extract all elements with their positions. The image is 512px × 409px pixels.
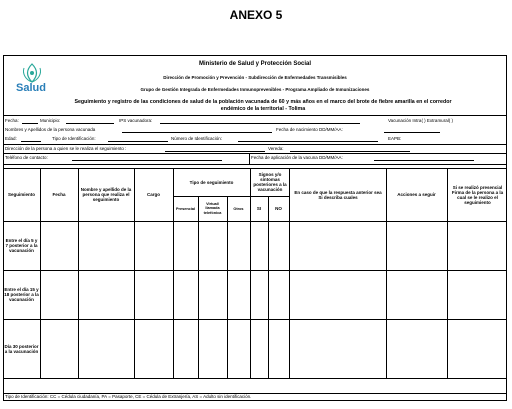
header-firma: Si se realizó presencial Firma de la persona a la cual se le realizo el seguimiento — [451, 184, 504, 205]
edad-label: Edad: — [5, 136, 17, 141]
numero-identificacion-label: Número de Identificación: — [171, 136, 223, 141]
header-virtual: Virtual/ llamada telefónica — [203, 201, 222, 215]
header-seguimiento: Seguimiento — [7, 192, 35, 197]
municipio-label: Municipio: — [40, 118, 61, 123]
direction-name: Dirección de Promoción y Prevención - Subdirección de Enfermedades Transmisibles — [163, 75, 347, 80]
form-title-line2: endémico de la territorial - Tolima — [220, 106, 306, 112]
direccion-field[interactable] — [165, 151, 265, 152]
fecha-nacimiento-label: Fecha de nacimiento DD/MM/AA: — [276, 127, 343, 132]
header-cargo: Cargo — [146, 192, 160, 197]
form-title-line1: Seguimiento y registro de las condiciones de salud de la población vacunada de 60 y más años en el marco del brote de fiebre amarilla en el corredor — [74, 99, 452, 105]
numero-identificacion-field[interactable] — [238, 141, 378, 142]
ips-field[interactable] — [160, 123, 360, 124]
fecha-aplicacion-field[interactable] — [374, 160, 474, 161]
header-otros: Otros — [233, 206, 244, 211]
telefono-label: Teléfono de contacto: — [5, 155, 48, 160]
row-label-day30: Día 30 posterior a la vacunación — [4, 343, 39, 354]
header-caso: En caso de que la respuesta anterior sea Si describa cuales — [294, 189, 382, 200]
header-si: SI — [256, 206, 262, 211]
header-acciones: Acciones a seguir — [397, 192, 436, 197]
header-presencial: Presencial — [176, 206, 195, 211]
edad-field[interactable] — [21, 141, 41, 142]
ips-label: IPS vacunadora: — [119, 118, 153, 123]
ministry-name: Ministerio de Salud y Protección Social — [198, 61, 312, 67]
salud-logo — [12, 62, 52, 96]
eapb-label: EAPB: — [388, 136, 402, 141]
group-name: Grupo de Gestión Integrada de Enfermedades Inmunoprevenibles - Programa Ampliado de Inmunizaciones — [140, 87, 370, 92]
header-nombre: Nombre y apellido de la persona que realiza el seguimiento — [80, 187, 132, 202]
tipo-identificacion-label: Tipo de Identificación: — [52, 136, 96, 141]
vereda-field[interactable] — [290, 151, 410, 152]
municipio-field[interactable] — [66, 123, 114, 124]
direccion-label: Dirección de la persona a quien se le realiza el seguimiento : — [5, 146, 127, 151]
telefono-field[interactable] — [72, 160, 222, 161]
fecha-nacimiento-field[interactable] — [384, 132, 440, 133]
fecha-field[interactable] — [22, 123, 38, 124]
vacunacion-label: Vacunación Intra( ) Extramural( ) — [388, 118, 453, 123]
nombres-field[interactable] — [122, 132, 272, 133]
nombres-label: Nombres y Apellidos de la persona vacunada — [5, 127, 96, 132]
row-label-day5-7: Entre el día 5 y 7 posterior a la vacunación — [5, 238, 38, 253]
annex-title: ANEXO 5 — [229, 8, 283, 22]
header-tipo-seguimiento: Tipo de seguimiento — [189, 179, 234, 185]
tipo-identificacion-field[interactable] — [108, 141, 168, 142]
footer-note: Tipo de Identificación: CC = Cédula ciudadanía, PA = Pasaporte, CE = Cédula de Extranjería, AS = Adulto sin identificación. — [5, 394, 252, 399]
vereda-label: Vereda: — [268, 146, 284, 151]
header-no: NO — [275, 206, 282, 211]
header-signos: Signos y/o síntomas posteriores a la vacunación — [253, 172, 287, 192]
fecha-label: Fecha: — [5, 118, 19, 123]
row-label-day15-18: Entre el día 15 y 18 posterior a la vacunación — [4, 287, 39, 302]
header-fecha: Fecha — [52, 192, 66, 197]
fecha-aplicacion-label: Fecha de aplicación de la vacuna DD/MM/AA: — [251, 155, 343, 160]
logo-text: Salud — [16, 82, 46, 94]
